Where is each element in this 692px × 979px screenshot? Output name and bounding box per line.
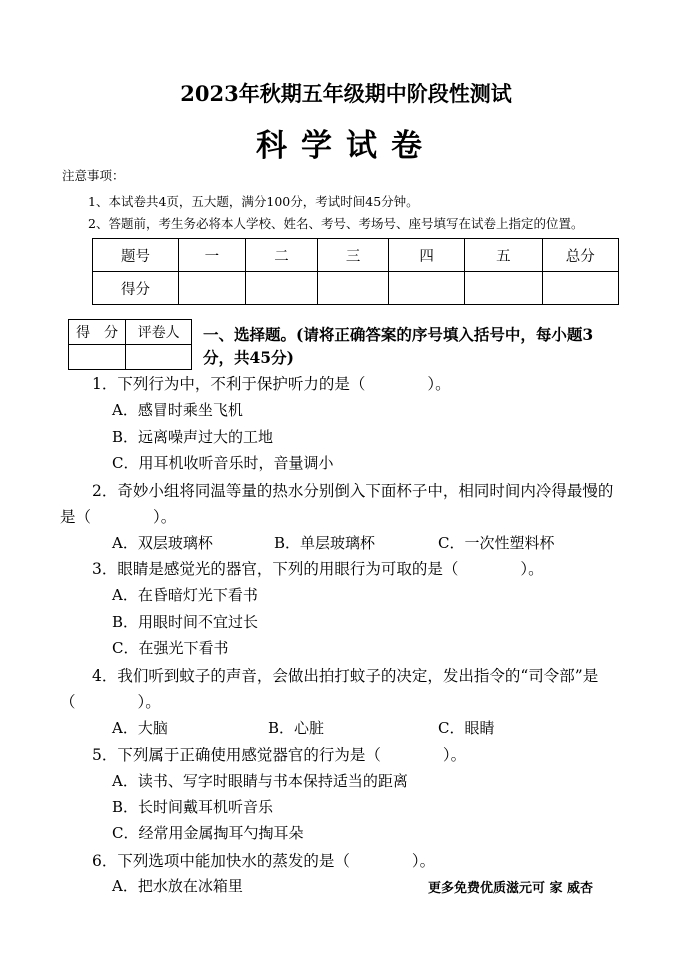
grader-score-label: 得 分 [69, 320, 126, 345]
question-stem: 2．奇妙小组将同温等量的热水分别倒入下面杯子中，相同时间内冷得最慢的 [92, 482, 614, 500]
grader-name-cell[interactable] [126, 345, 192, 370]
question-option: B．用眼时间不宜过长 [112, 613, 259, 631]
score-header-cell: 三 [318, 239, 389, 272]
question-option: B．心脏 [268, 719, 325, 737]
grader-score-cell[interactable] [69, 345, 126, 370]
score-header-cell: 总分 [542, 239, 618, 272]
question-option: A．在昏暗灯光下看书 [112, 586, 258, 604]
exam-subtitle: 科学试卷 [256, 128, 436, 164]
score-entry-cell[interactable] [388, 272, 464, 305]
question-option: B．远离噪声过大的工地 [112, 428, 274, 446]
question-stem: 3．眼睛是感觉光的器官，下列的用眼行为可取的是（ ）。 [92, 560, 544, 578]
question-option: A．感冒时乘坐飞机 [112, 401, 243, 419]
section-heading: 一、选择题。(请将正确答案的序号填入括号中，每小题3分，共45分) [203, 325, 594, 367]
question-stem: 5．下列属于正确使用感觉器官的行为是（ ）。 [92, 746, 467, 764]
question-stem-continued: 是（ ）。 [60, 508, 177, 526]
grader-box [68, 319, 192, 370]
score-header-cell: 五 [465, 239, 542, 272]
score-table-score-row [93, 272, 619, 305]
score-entry-cell[interactable] [318, 272, 389, 305]
score-table [92, 238, 619, 305]
question-stem-continued: （ ）。 [60, 693, 161, 711]
score-entry-cell[interactable] [542, 272, 618, 305]
score-header-cell: 一 [178, 239, 245, 272]
question-stem: 4．我们听到蚊子的声音，会做出拍打蚊子的决定，发出指令的“司令部”是 [92, 667, 599, 685]
question-option: C．经常用金属掏耳勺掏耳朵 [112, 824, 304, 842]
score-header-cell: 二 [245, 239, 318, 272]
question-option: A．大脑 [112, 719, 168, 737]
question-option: C．眼睛 [438, 719, 495, 737]
question-option: C．一次性塑料杯 [438, 534, 555, 552]
score-table-header-row [93, 239, 619, 272]
score-entry-cell[interactable] [178, 272, 245, 305]
notes-heading: 注意事项： [62, 168, 125, 183]
score-entry-cell[interactable] [245, 272, 318, 305]
question-stem: 1．下列行为中，不利于保护听力的是（ ）。 [92, 375, 451, 393]
exam-title: 2023年秋期五年级期中阶段性测试 [180, 81, 512, 106]
score-row-label: 得分 [93, 272, 179, 305]
question-option: B．长时间戴耳机听音乐 [112, 798, 274, 816]
question-option: A．读书、写字时眼睛与书本保持适当的距离 [112, 772, 408, 790]
question-stem: 6．下列选项中能加快水的蒸发的是（ ）。 [92, 852, 436, 870]
question-option: C．在强光下看书 [112, 639, 229, 657]
question-option: A．把水放在冰箱里 [112, 877, 243, 895]
note-item: 2、答题前，考生务必将本人学校、姓名、考号、考场号、座号填写在试卷上指定的位置。 [88, 216, 584, 231]
score-header-cell: 四 [388, 239, 464, 272]
footer-note: 更多免费优质滋元可 家 威杏 [428, 881, 594, 896]
score-entry-cell[interactable] [465, 272, 542, 305]
question-option: A．双层玻璃杯 [112, 534, 213, 552]
question-option: C．用耳机收听音乐时，音量调小 [112, 454, 334, 472]
note-item: 1、本试卷共4页，五大题，满分100分，考试时间45分钟。 [88, 194, 419, 209]
question-option: B．单层玻璃杯 [274, 534, 376, 552]
score-header-cell: 题号 [93, 239, 179, 272]
grader-name-label: 评卷人 [126, 320, 192, 345]
